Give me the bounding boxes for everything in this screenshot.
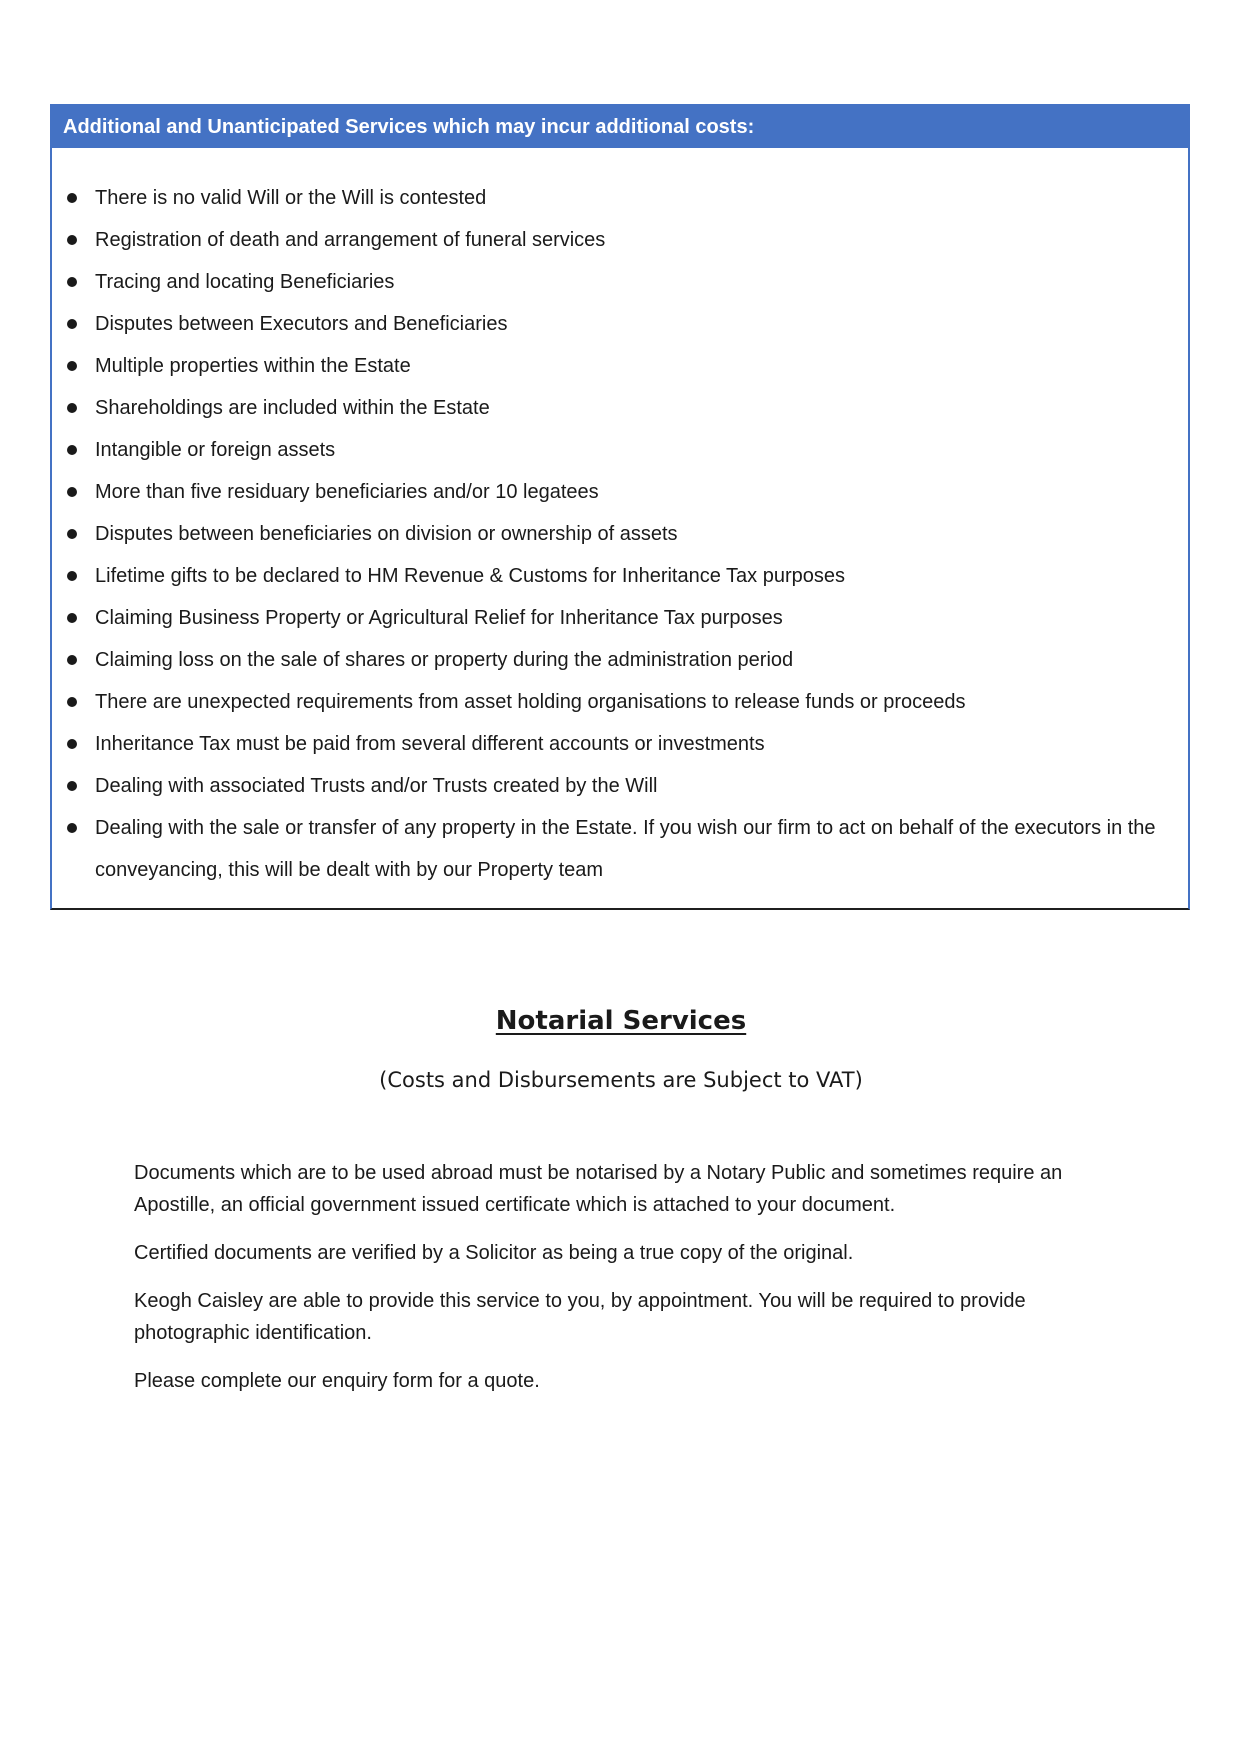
list-item-text: Dealing with associated Trusts and/or Trusts created by the Will <box>95 775 658 797</box>
list-item-text: More than five residuary beneficiaries and/or 10 legatees <box>95 481 599 503</box>
bullet-icon <box>67 361 77 371</box>
list-item-text: There are unexpected requirements from asset holding organisations to release funds or proceeds <box>95 691 966 713</box>
list-item <box>52 429 1188 471</box>
notarial-services-subtitle: (Costs and Disbursements are Subject to VAT) <box>379 1068 863 1092</box>
list-item <box>52 807 1188 891</box>
list-item <box>52 555 1188 597</box>
list-item <box>52 219 1188 261</box>
list-item <box>52 345 1188 387</box>
list-item <box>52 765 1188 807</box>
list-item <box>52 177 1188 219</box>
additional-services-header: Additional and Unanticipated Services which may incur additional costs: <box>52 106 1188 148</box>
list-item <box>52 303 1188 345</box>
bullet-icon <box>67 277 77 287</box>
bullet-icon <box>67 571 77 581</box>
list-item-text: There is no valid Will or the Will is contested <box>95 187 487 209</box>
notarial-paragraph: Keogh Caisley are able to provide this service to you, by appointment. You will be required to provide photographic identification. <box>134 1290 1026 1344</box>
list-item <box>52 681 1188 723</box>
bullet-icon <box>67 529 77 539</box>
list-item-text: Disputes between beneficiaries on division or ownership of assets <box>95 523 678 545</box>
list-item-text: Claiming loss on the sale of shares or property during the administration period <box>95 649 794 671</box>
bullet-icon <box>67 445 77 455</box>
list-item-text: Registration of death and arrangement of funeral services <box>95 229 606 251</box>
bullet-icon <box>67 235 77 245</box>
list-item-text: Multiple properties within the Estate <box>95 355 411 377</box>
list-item <box>52 597 1188 639</box>
bullet-icon <box>67 781 77 791</box>
list-item-text: Disputes between Executors and Beneficiaries <box>95 313 508 335</box>
notarial-paragraph: Documents which are to be used abroad must be notarised by a Notary Public and sometimes require an Apostille, an official government issued certificate which is attached to your document. <box>134 1162 1063 1216</box>
bullet-icon <box>67 193 77 203</box>
list-item <box>52 471 1188 513</box>
list-item-text: Lifetime gifts to be declared to HM Revenue & Customs for Inheritance Tax purposes <box>95 565 846 587</box>
bullet-icon <box>67 403 77 413</box>
notarial-body <box>134 1157 1114 1413</box>
list-item-text: Inheritance Tax must be paid from several different accounts or investments <box>95 733 765 755</box>
list-item-text: Dealing with the sale or transfer of any property in the Estate. If you wish our firm to act on behalf of the executors in the conveyancing, this will be dealt with by our Property team <box>95 817 1156 881</box>
list-item <box>52 639 1188 681</box>
bullet-icon <box>67 739 77 749</box>
bullet-icon <box>67 823 77 833</box>
notarial-paragraph: Please complete our enquiry form for a quote. <box>134 1370 540 1392</box>
list-item <box>52 387 1188 429</box>
list-item-text: Shareholdings are included within the Estate <box>95 397 490 419</box>
list-item <box>52 513 1188 555</box>
list-item-text: Intangible or foreign assets <box>95 439 336 461</box>
list-item-text: Claiming Business Property or Agricultural Relief for Inheritance Tax purposes <box>95 607 783 629</box>
additional-services-list <box>52 148 1188 891</box>
bullet-icon <box>67 319 77 329</box>
list-item <box>52 723 1188 765</box>
notarial-paragraph: Certified documents are verified by a Solicitor as being a true copy of the original. <box>134 1242 854 1264</box>
bullet-icon <box>67 697 77 707</box>
additional-services-box <box>50 104 1190 910</box>
bullet-icon <box>67 613 77 623</box>
bullet-icon <box>67 655 77 665</box>
list-item <box>52 261 1188 303</box>
list-item-text: Tracing and locating Beneficiaries <box>95 271 395 293</box>
bullet-icon <box>67 487 77 497</box>
notarial-services-title: Notarial Services <box>495 1006 747 1036</box>
